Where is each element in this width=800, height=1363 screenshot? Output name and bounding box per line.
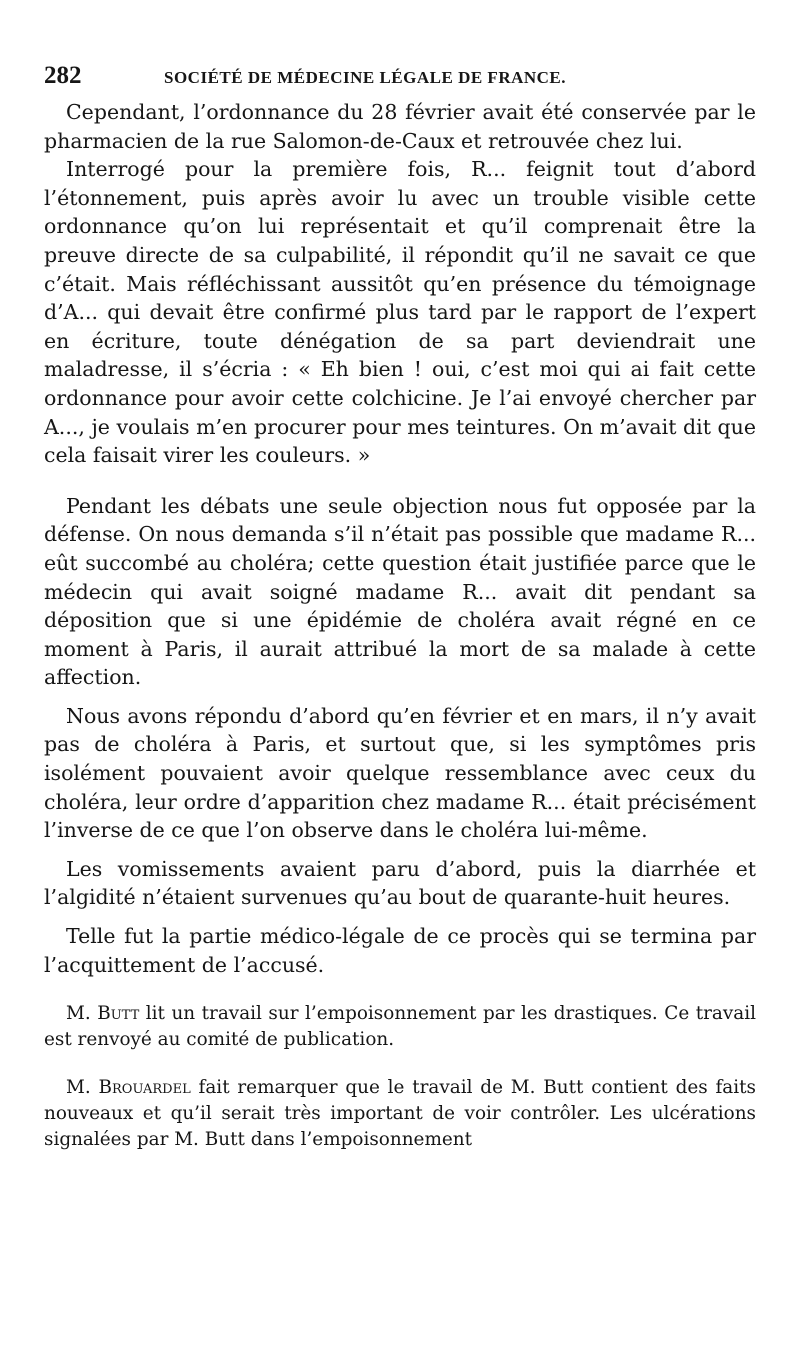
minutes-brouardel-text: fait remarquer que le travail de M. Butt contient des faits nouveaux et qu’il serait très important de voir contrôler. Les ulcérations signalées par M. Butt dans l’empoisonnement: [44, 1077, 756, 1151]
speaker-name-brouardel: Brouardel: [98, 1077, 191, 1099]
minutes-butt: [44, 1001, 756, 1053]
minutes-butt-text: lit un travail sur l’empoisonnement par les drastiques. Ce travail est renvoyé au comité de publication.: [44, 1003, 756, 1051]
paragraph-interrogation: Interrogé pour la première fois, R... feignit tout d’abord l’étonnement, puis après avoir lu avec un trouble visible cette ordonnance qu’on lui représentait et qu’il comprenait être la preuve directe de sa culpabilité, il répondit qu’il ne savait ce que c’était. Mais réfléchissant aussitôt qu’en présence du témoignage d’A... qui devait être confirmé plus tard par le rapport de l’expert en écriture, toute dénégation de sa part deviendrait une maladresse, il s’écria : « Eh bien ! oui, c’est moi qui ai fait cette ordonnance pour avoir cette colchicine. Je l’ai envoyé chercher par A..., je voulais m’en procurer pour mes teintures. On m’avait dit que cela faisait virer les couleurs. »: [44, 157, 756, 468]
paragraph-vomissements: Les vomissements avaient paru d’abord, puis la diarrhée et l’algidité n’étaient survenues qu’au bout de quarante-huit heures.: [44, 856, 756, 910]
paragraph-spacer: [44, 845, 756, 855]
paragraph-spacer: [44, 912, 756, 922]
running-title: SOCIÉTÉ DE MÉDECINE LÉGALE DE FRANCE.: [164, 68, 567, 87]
minutes-brouardel-prefix: M.: [66, 1077, 99, 1099]
paragraph-acquittement: Telle fut la partie médico-légale de ce procès qui se termina par l’acquittement de l’accusé.: [44, 924, 756, 977]
section-spacer: [44, 470, 756, 492]
paragraph-spacer: [44, 692, 756, 702]
minutes-brouardel: [44, 1075, 756, 1153]
page-number: 282: [44, 62, 82, 89]
section-spacer: [44, 979, 756, 1001]
paragraph-cholera: Nous avons répondu d’abord qu’en février et en mars, il n’y avait pas de choléra à Paris, et surtout que, si les symptômes pris isolément pouvaient avoir quelque ressemblance avec ceux du choléra, leur ordre d’apparition chez madame R... était précisément l’inverse de ce que l’on observe dans le choléra lui-même.: [44, 703, 756, 843]
paragraph-debats: Pendant les débats une seule objection nous fut opposée par la défense. On nous demanda s’il n’était pas possible que madame R... eût succombé au choléra; cette question était justifiée parce que le médecin qui avait soigné madame R... avait dit pendant sa déposition que si une épidémie de choléra avait régné en ce moment à Paris, il aurait attribué la mort de sa malade à cette affection.: [44, 493, 756, 690]
paragraph-ordonnance: Cependant, l’ordonnance du 28 février avait été conservée par le pharmacien de la rue Salomon-de-Caux et retrouvée chez lui.: [44, 100, 756, 153]
page-header: [44, 62, 756, 98]
speaker-name-butt: Butt: [97, 1003, 140, 1025]
section-spacer: [44, 1053, 756, 1075]
minutes-butt-prefix: M.: [66, 1003, 98, 1025]
